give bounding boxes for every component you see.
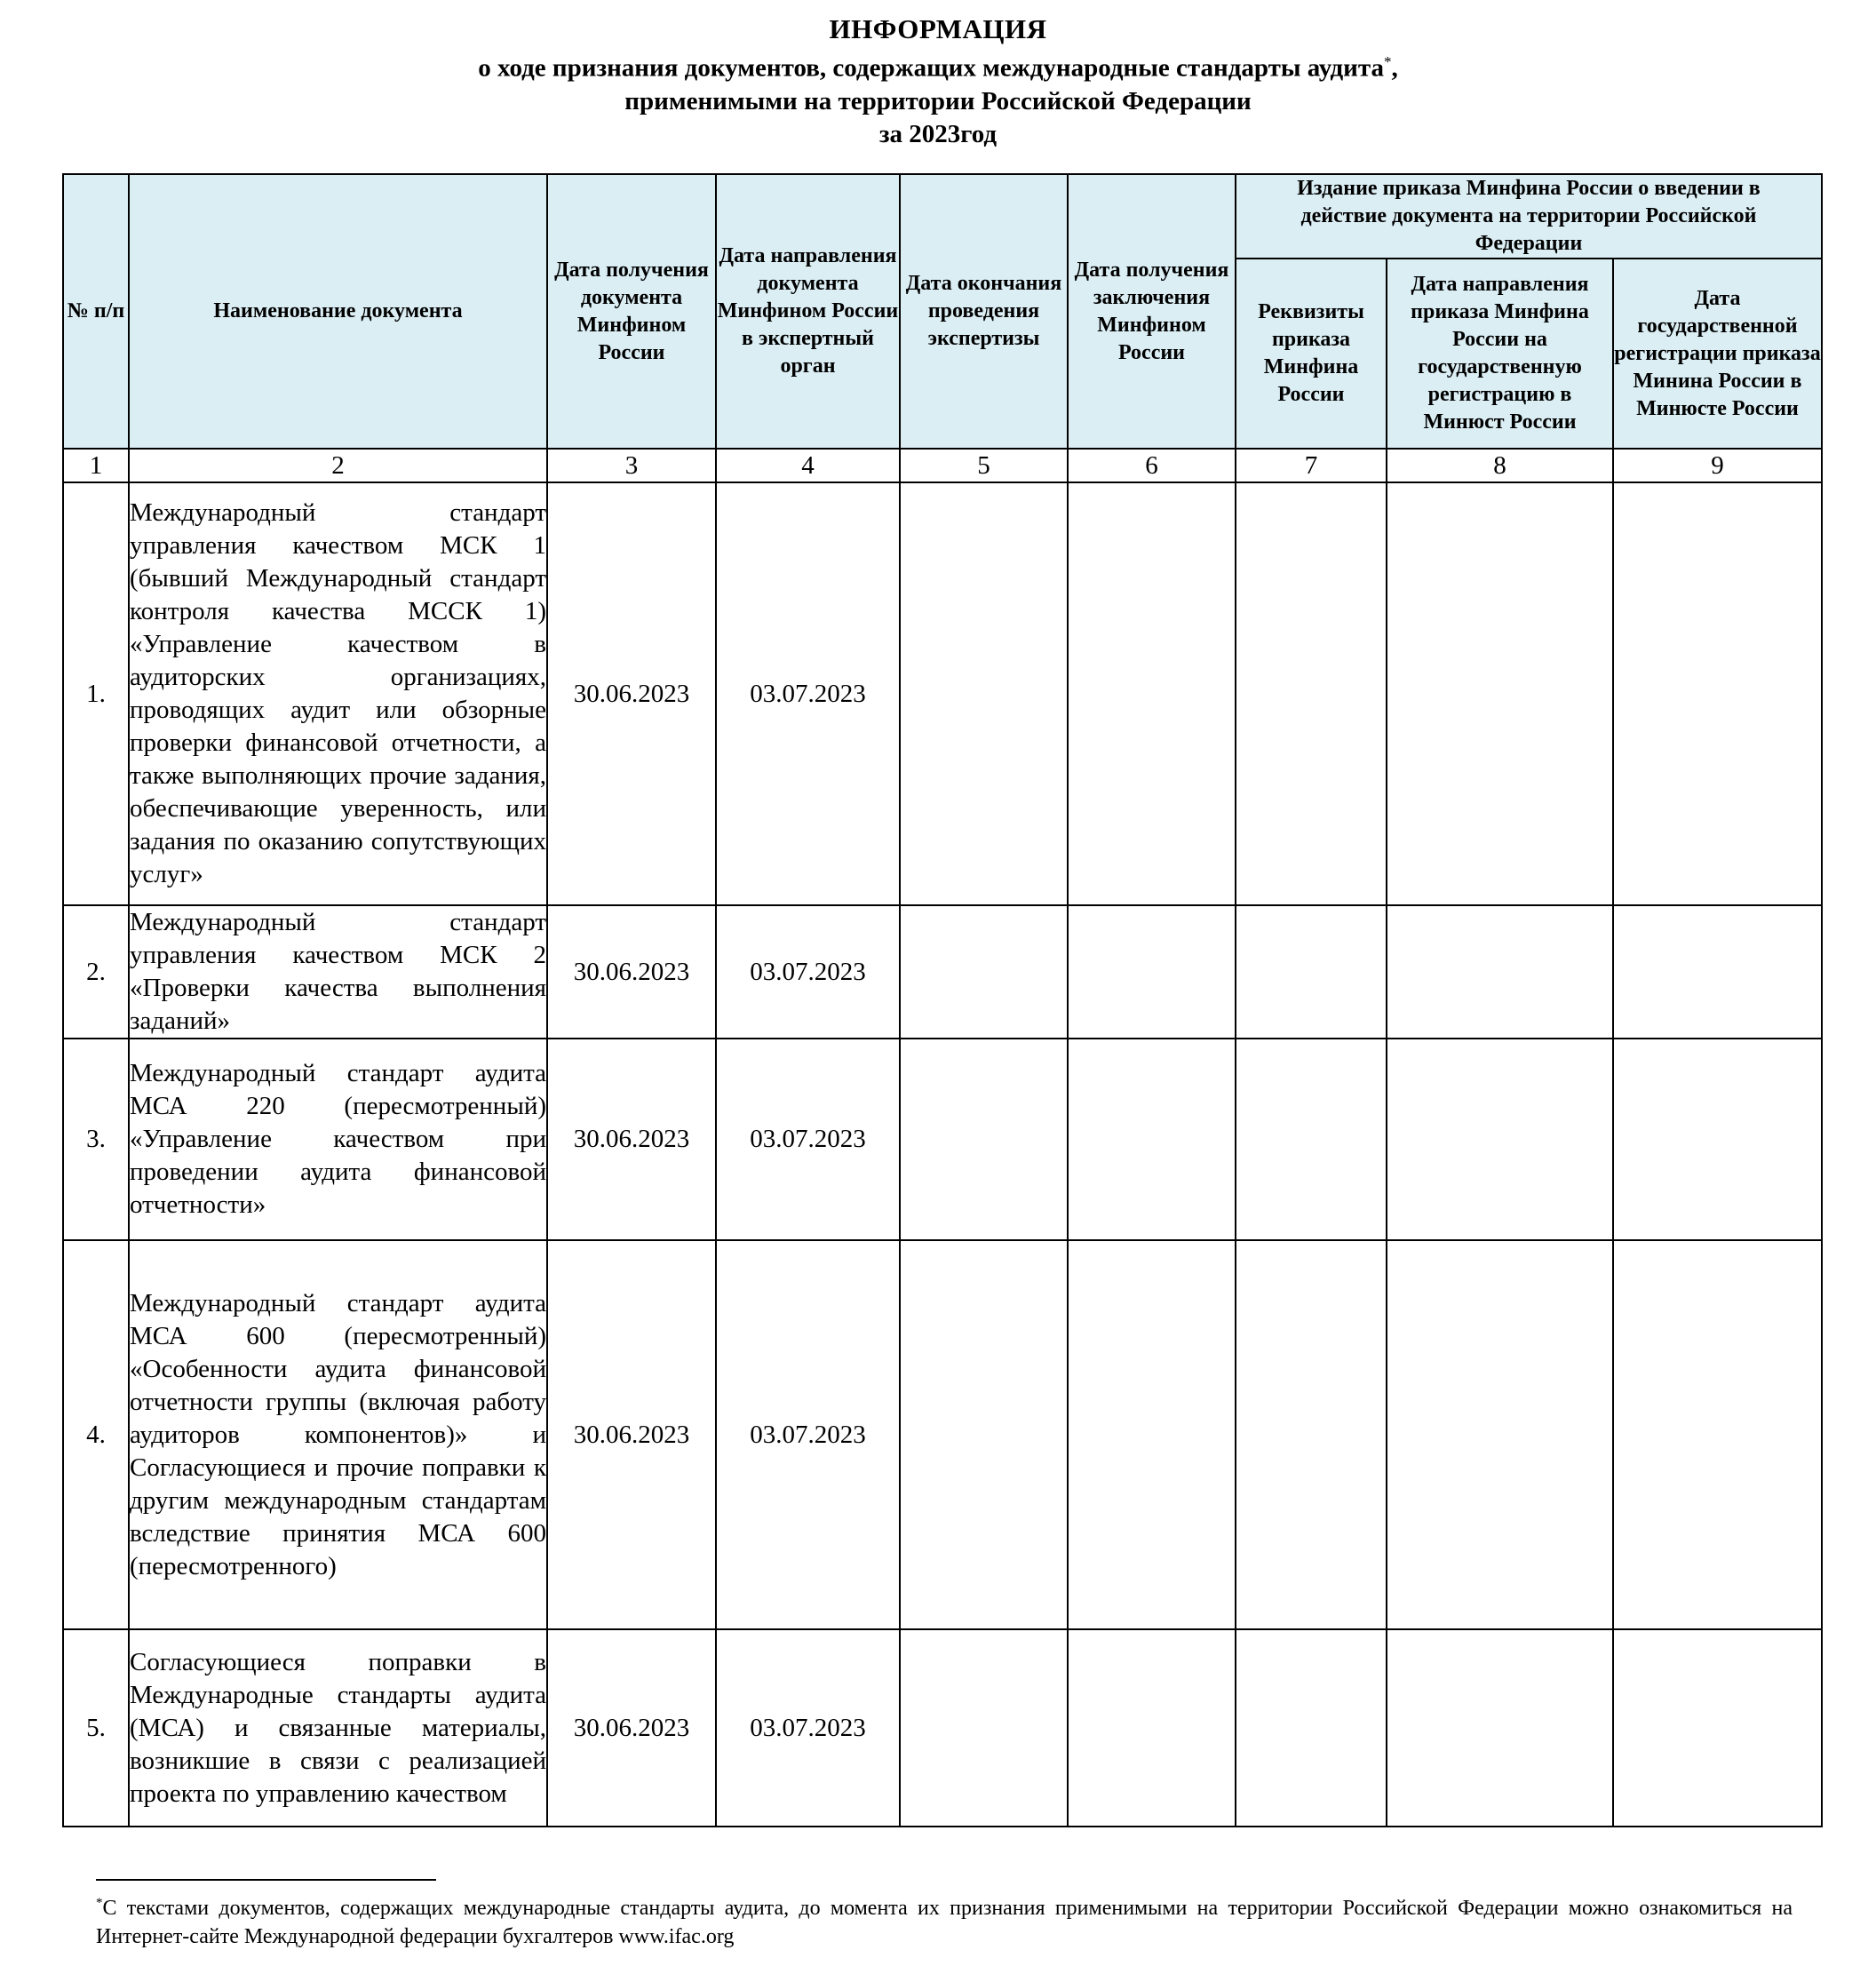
column-number: 1 bbox=[63, 449, 129, 482]
date-sent: 03.07.2023 bbox=[716, 1629, 900, 1827]
date-received: 30.06.2023 bbox=[547, 1240, 716, 1629]
date-conclusion bbox=[1068, 482, 1236, 905]
date-sent: 03.07.2023 bbox=[716, 482, 900, 905]
footnote-separator bbox=[96, 1879, 436, 1881]
date-conclusion bbox=[1068, 1039, 1236, 1240]
date-expertise-end bbox=[900, 482, 1068, 905]
table-row bbox=[63, 1039, 1822, 1240]
column-number: 7 bbox=[1236, 449, 1387, 482]
row-index: 3. bbox=[63, 1039, 129, 1240]
date-received: 30.06.2023 bbox=[547, 905, 716, 1039]
row-index: 1. bbox=[63, 482, 129, 905]
document-name: Международный стандарт управления качеством МСК 2 «Проверки качества выполнения заданий» bbox=[129, 905, 547, 1039]
title-line-4: за 2023год bbox=[878, 119, 998, 148]
document-name: Международный стандарт управления качеством МСК 1 (бывший Международный стандарт контроля качества МССК 1) «Управление качеством в аудиторских организациях, проводящих аудит или обзорные проверки финансовой отчетности, а также выполняющих прочие задания, обеспечивающие уверенность, или задания по оказанию сопутствующих услуг» bbox=[129, 482, 547, 905]
table-row bbox=[63, 905, 1822, 1039]
row-index: 4. bbox=[63, 1240, 129, 1629]
column-number-row bbox=[63, 449, 1822, 482]
row-index: 2. bbox=[63, 905, 129, 1039]
column-number: 6 bbox=[1068, 449, 1236, 482]
order-details bbox=[1236, 1240, 1387, 1629]
date-order-sent bbox=[1387, 1629, 1613, 1827]
row-index: 5. bbox=[63, 1629, 129, 1827]
document-title bbox=[0, 12, 1876, 151]
standards-table bbox=[62, 173, 1823, 1827]
date-received: 30.06.2023 bbox=[547, 482, 716, 905]
date-conclusion bbox=[1068, 1629, 1236, 1827]
column-number: 8 bbox=[1387, 449, 1613, 482]
date-expertise-end bbox=[900, 905, 1068, 1039]
title-line-2 bbox=[0, 45, 1876, 85]
header-col-8: Дата направления приказа Минфина России на государственную регистрацию в Минюст России bbox=[1387, 259, 1613, 449]
date-order-sent bbox=[1387, 905, 1613, 1039]
header-col-7: Реквизиты приказа Минфина России bbox=[1236, 259, 1387, 449]
title-footnote-mark: * bbox=[1383, 53, 1392, 70]
date-order-sent bbox=[1387, 1039, 1613, 1240]
date-conclusion bbox=[1068, 1240, 1236, 1629]
date-expertise-end bbox=[900, 1240, 1068, 1629]
column-number: 5 bbox=[900, 449, 1068, 482]
column-number: 9 bbox=[1613, 449, 1822, 482]
header-col-1: № п/п bbox=[63, 174, 129, 449]
date-expertise-end bbox=[900, 1039, 1068, 1240]
date-registration bbox=[1613, 1629, 1822, 1827]
date-received: 30.06.2023 bbox=[547, 1629, 716, 1827]
date-received: 30.06.2023 bbox=[547, 1039, 716, 1240]
date-registration bbox=[1613, 1240, 1822, 1629]
date-sent: 03.07.2023 bbox=[716, 1039, 900, 1240]
title-line-2-text: о ходе признания документов, содержащих международные стандарты аудита bbox=[478, 53, 1384, 83]
document-name: Международный стандарт аудита МСА 220 (пересмотренный) «Управление качеством при проведении аудита финансовой отчетности» bbox=[129, 1039, 547, 1240]
header-col-9: Дата государственной регистрации приказа Минина России в Минюсте России bbox=[1613, 259, 1822, 449]
date-conclusion bbox=[1068, 905, 1236, 1039]
header-row-1 bbox=[63, 174, 1822, 259]
header-col-3: Дата получения документа Минфином России bbox=[547, 174, 716, 449]
order-details bbox=[1236, 905, 1387, 1039]
date-registration bbox=[1613, 1039, 1822, 1240]
document-name: Согласующиеся поправки в Международные стандарты аудита (МСА) и связанные материалы, возникшие в связи с реализацией проекта по управлению качеством bbox=[129, 1629, 547, 1827]
footnote-mark: * bbox=[96, 1896, 103, 1910]
title-line-3: применимыми на территории Российской Федерации bbox=[624, 86, 1252, 115]
order-details bbox=[1236, 1039, 1387, 1240]
date-sent: 03.07.2023 bbox=[716, 1240, 900, 1629]
title-line-1: ИНФОРМАЦИЯ bbox=[829, 13, 1047, 44]
footnote bbox=[96, 1889, 1793, 1951]
order-details bbox=[1236, 482, 1387, 905]
date-sent: 03.07.2023 bbox=[716, 905, 900, 1039]
date-registration bbox=[1613, 905, 1822, 1039]
document-name: Международный стандарт аудита МСА 600 (пересмотренный) «Особенности аудита финансовой отчетности группы (включая работу аудиторов компонентов)» и Согласующиеся и прочие поправки к другим международным стандартам вследствие принятия МСА 600 (пересмотренного) bbox=[129, 1240, 547, 1629]
date-order-sent bbox=[1387, 482, 1613, 905]
column-number: 2 bbox=[129, 449, 547, 482]
header-col-5: Дата окончания проведения экспертизы bbox=[900, 174, 1068, 449]
date-order-sent bbox=[1387, 1240, 1613, 1629]
table-row bbox=[63, 482, 1822, 905]
table-row bbox=[63, 1629, 1822, 1827]
header-col-6: Дата получения заключения Минфином России bbox=[1068, 174, 1236, 449]
date-registration bbox=[1613, 482, 1822, 905]
header-col-2: Наименование документа bbox=[129, 174, 547, 449]
table-row bbox=[63, 1240, 1822, 1629]
column-number: 4 bbox=[716, 449, 900, 482]
header-group: Издание приказа Минфина России о введении в действие документа на территории Российской Федерации bbox=[1236, 174, 1822, 259]
footnote-text: С текстами документов, содержащих международные стандарты аудита, до момента их признания применимыми на территории Российской Федерации можно ознакомиться на Интернет-сайте Международной федерации бухгалтеров www.ifac.org bbox=[96, 1897, 1793, 1948]
column-number: 3 bbox=[547, 449, 716, 482]
title-line-2-tail: , bbox=[1391, 53, 1398, 83]
header-col-4: Дата направления документа Минфином России в экспертный орган bbox=[716, 174, 900, 449]
order-details bbox=[1236, 1629, 1387, 1827]
date-expertise-end bbox=[900, 1629, 1068, 1827]
